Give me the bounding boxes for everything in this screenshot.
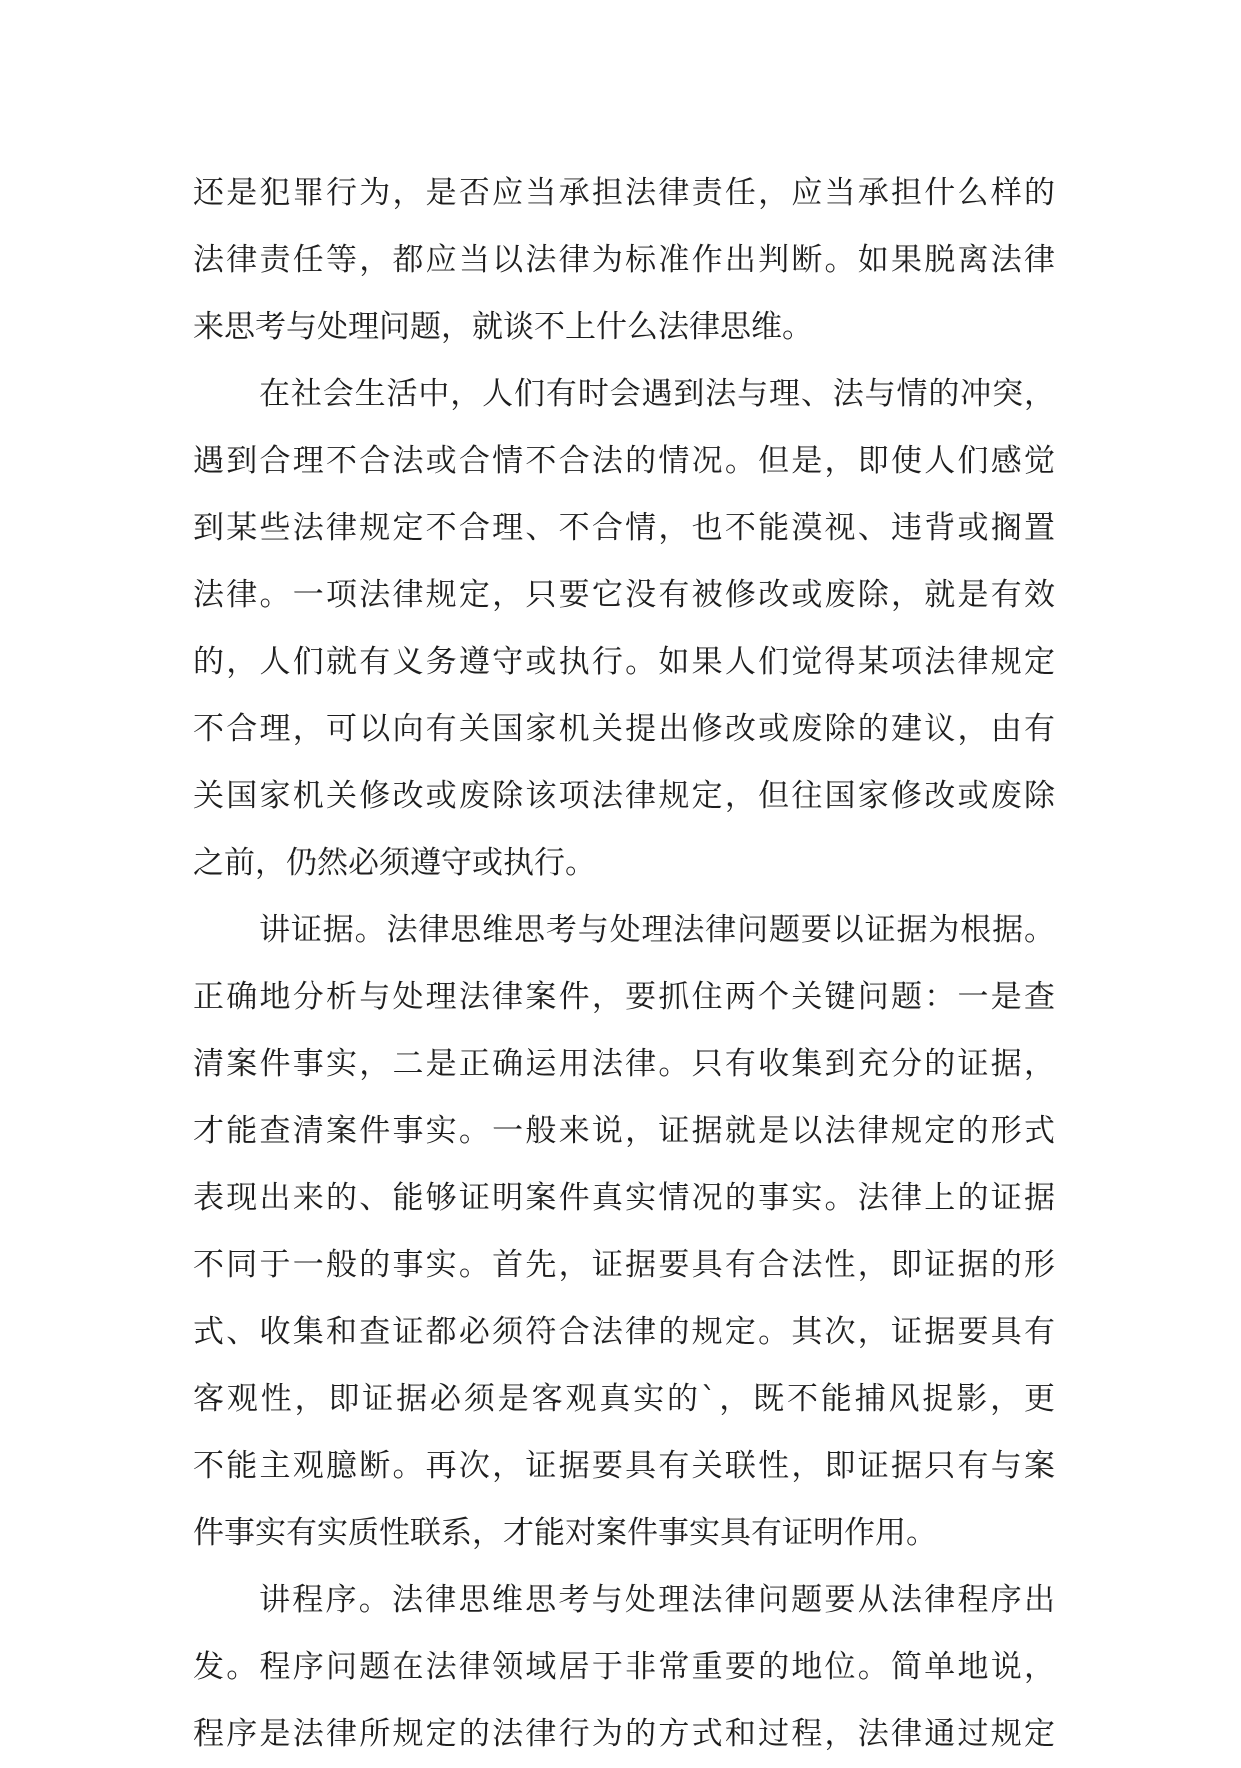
text-line: 之前，仍然必须遵守或执行。 [193,845,596,881]
text-line: 不合理，可以向有关国家机关提出修改或废除的建议，由有 [193,711,1055,747]
text-line: 发。程序问题在法律领域居于非常重要的地位。简单地说， [193,1649,1055,1685]
text-line: 的，人们就有义务遵守或执行。如果人们觉得某项法律规定 [193,644,1055,680]
paragraph-1 [193,160,1055,361]
paragraph-2 [193,361,1055,897]
text-line: 才能查清案件事实。一般来说，证据就是以法律规定的形式 [193,1113,1055,1149]
document-page [193,160,1055,1768]
text-line: 来思考与处理问题，就谈不上什么法律思维。 [193,309,813,345]
text-line: 法律责任等，都应当以法律为标准作出判断。如果脱离法律 [193,242,1055,278]
text-line: 在社会生活中，人们有时会遇到法与理、法与情的冲突， [259,376,1055,412]
text-line: 程序是法律所规定的法律行为的方式和过程，法律通过规定 [193,1716,1055,1752]
text-line: 不能主观臆断。再次，证据要具有关联性，即证据只有与案 [193,1448,1055,1484]
text-line: 客观性，即证据必须是客观真实的`，既不能捕风捉影，更 [193,1381,1055,1417]
text-line: 遇到合理不合法或合情不合法的情况。但是，即使人们感觉 [193,443,1055,479]
text-line: 表现出来的、能够证明案件真实情况的事实。法律上的证据 [193,1180,1055,1216]
text-line: 不同于一般的事实。首先，证据要具有合法性，即证据的形 [193,1247,1055,1283]
text-line: 到某些法律规定不合理、不合情，也不能漠视、违背或搁置 [193,510,1055,546]
text-line: 法律。一项法律规定，只要它没有被修改或废除，就是有效 [193,577,1055,613]
paragraph-4 [193,1567,1055,1768]
text-line: 还是犯罪行为，是否应当承担法律责任，应当承担什么样的 [193,175,1055,211]
text-line: 式、收集和查证都必须符合法律的规定。其次，证据要具有 [193,1314,1055,1350]
paragraph-3 [193,897,1055,1567]
text-line: 件事实有实质性联系，才能对案件事实具有证明作用。 [193,1515,937,1551]
text-line: 讲证据。法律思维思考与处理法律问题要以证据为根据。 [259,912,1055,948]
text-line: 关国家机关修改或废除该项法律规定，但往国家修改或废除 [193,778,1055,814]
text-line: 正确地分析与处理法律案件，要抓住两个关键问题：一是查 [193,979,1055,1015]
text-line: 讲程序。法律思维思考与处理法律问题要从法律程序出 [259,1582,1055,1618]
text-line: 清案件事实，二是正确运用法律。只有收集到充分的证据， [193,1046,1055,1082]
